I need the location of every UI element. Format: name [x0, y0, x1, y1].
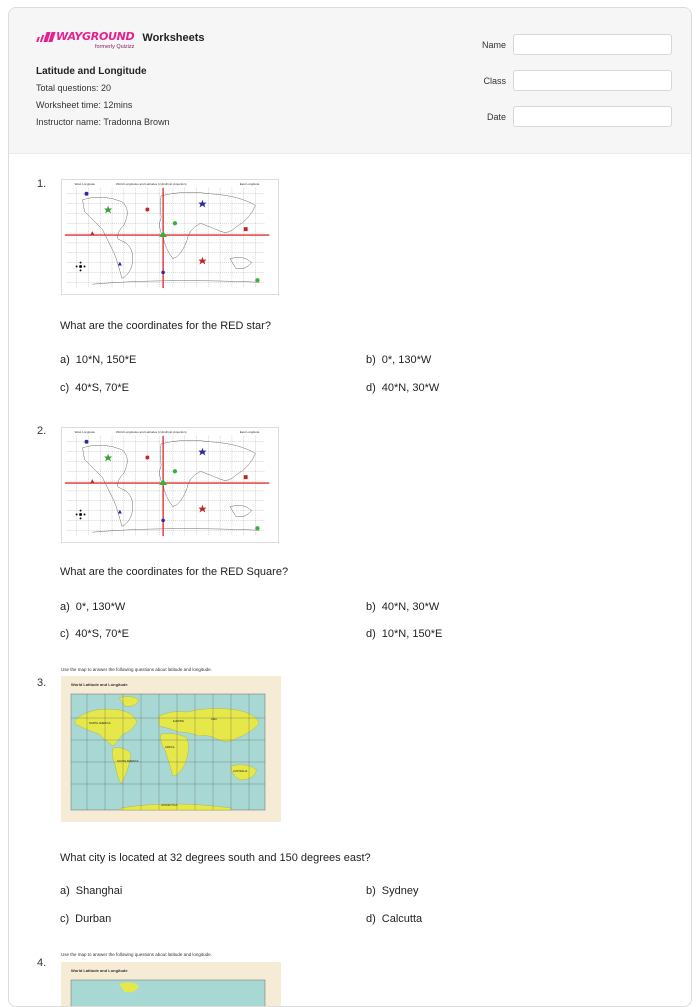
wayground-logo — [36, 30, 134, 50]
option-c[interactable]: c) 40*S, 70*E — [60, 382, 129, 394]
option-a[interactable]: a) 10*N, 150*E — [60, 354, 137, 366]
option-b[interactable]: b) 40*N, 30*W — [366, 601, 440, 613]
option-b[interactable]: b) 0*, 130*W — [366, 354, 432, 366]
svg-text:ANTARCTICA: ANTARCTICA — [161, 804, 178, 807]
date-label: Date — [486, 111, 506, 122]
student-fields — [469, 34, 672, 142]
question-text: What are the coordinates for the RED Square? — [60, 566, 289, 578]
option-b[interactable]: b) Sydney — [366, 885, 419, 897]
svg-text:EUROPE: EUROPE — [173, 720, 184, 723]
option-d[interactable]: d) Calcutta — [366, 913, 423, 925]
logo-subtitle: formerly Quizizz — [94, 44, 135, 50]
class-label: Class — [483, 75, 506, 86]
worksheet-meta — [36, 66, 170, 134]
worksheet-time: Worksheet time: 12mins — [36, 100, 133, 110]
grid-map-image — [61, 427, 279, 543]
total-questions: Total questions: 20 — [36, 83, 112, 93]
option-a[interactable]: a) Shanghai — [60, 885, 123, 897]
question-number: 4. — [37, 957, 47, 969]
svg-text:East Longitude: East Longitude — [239, 181, 260, 186]
svg-text:AUSTRALIA: AUSTRALIA — [233, 770, 248, 773]
color-map-image — [61, 962, 281, 1007]
svg-text:World Latitude and Longitude: World Latitude and Longitude — [71, 682, 128, 687]
svg-text:West Longitude: West Longitude — [74, 181, 96, 186]
worksheet-title: Latitude and Longitude — [36, 66, 147, 77]
name-label: Name — [481, 39, 506, 50]
svg-text:AFRICA: AFRICA — [165, 746, 175, 749]
question-text: What city is located at 32 degrees south and 150 degrees east? — [60, 852, 371, 864]
date-input[interactable] — [513, 106, 672, 127]
logo-text: WAYGROUND — [56, 30, 135, 43]
app-title: Worksheets — [142, 32, 205, 44]
map-caption: Use the map to answer the following questions about latitude and longitude. — [61, 667, 212, 672]
instructor-name: Instructor name: Tradonna Brown — [36, 117, 170, 127]
question-text: What are the coordinates for the RED star? — [60, 320, 271, 332]
brand — [36, 30, 205, 50]
question-number: 1. — [37, 178, 47, 190]
name-input[interactable] — [513, 34, 672, 55]
date-field-row — [469, 106, 672, 127]
svg-text:World Longitudes and Latitudes: World Longitudes and Latitudes (cylindrical projection) — [115, 181, 187, 186]
question-number: 2. — [37, 425, 47, 437]
option-d[interactable]: d) 10*N, 150*E — [366, 628, 443, 640]
svg-text:World Latitude and Longitude: World Latitude and Longitude — [71, 968, 128, 973]
worksheet-header — [9, 8, 691, 154]
class-field-row — [469, 70, 672, 91]
svg-text:East Longitude: East Longitude — [239, 429, 260, 434]
grid-map-image — [61, 179, 279, 295]
name-field-row — [469, 34, 672, 55]
option-c[interactable]: c) 40*S, 70*E — [60, 628, 129, 640]
svg-text:World Longitudes and Latitudes: World Longitudes and Latitudes (cylindrical projection) — [115, 429, 187, 434]
logo-mark-icon — [36, 32, 54, 42]
svg-text:ASIA: ASIA — [211, 718, 217, 721]
map-caption: Use the map to answer the following questions about latitude and longitude. — [61, 952, 212, 957]
worksheet-page — [8, 7, 692, 1007]
svg-text:NORTH AMERICA: NORTH AMERICA — [89, 722, 111, 725]
question-number: 3. — [37, 677, 47, 689]
svg-text:West Longitude: West Longitude — [74, 429, 96, 434]
class-input[interactable] — [513, 70, 672, 91]
option-c[interactable]: c) Durban — [60, 913, 112, 925]
color-map-image — [61, 676, 281, 822]
option-a[interactable]: a) 0*, 130*W — [60, 601, 126, 613]
option-d[interactable]: d) 40*N, 30*W — [366, 382, 440, 394]
svg-text:SOUTH AMERICA: SOUTH AMERICA — [117, 760, 139, 763]
